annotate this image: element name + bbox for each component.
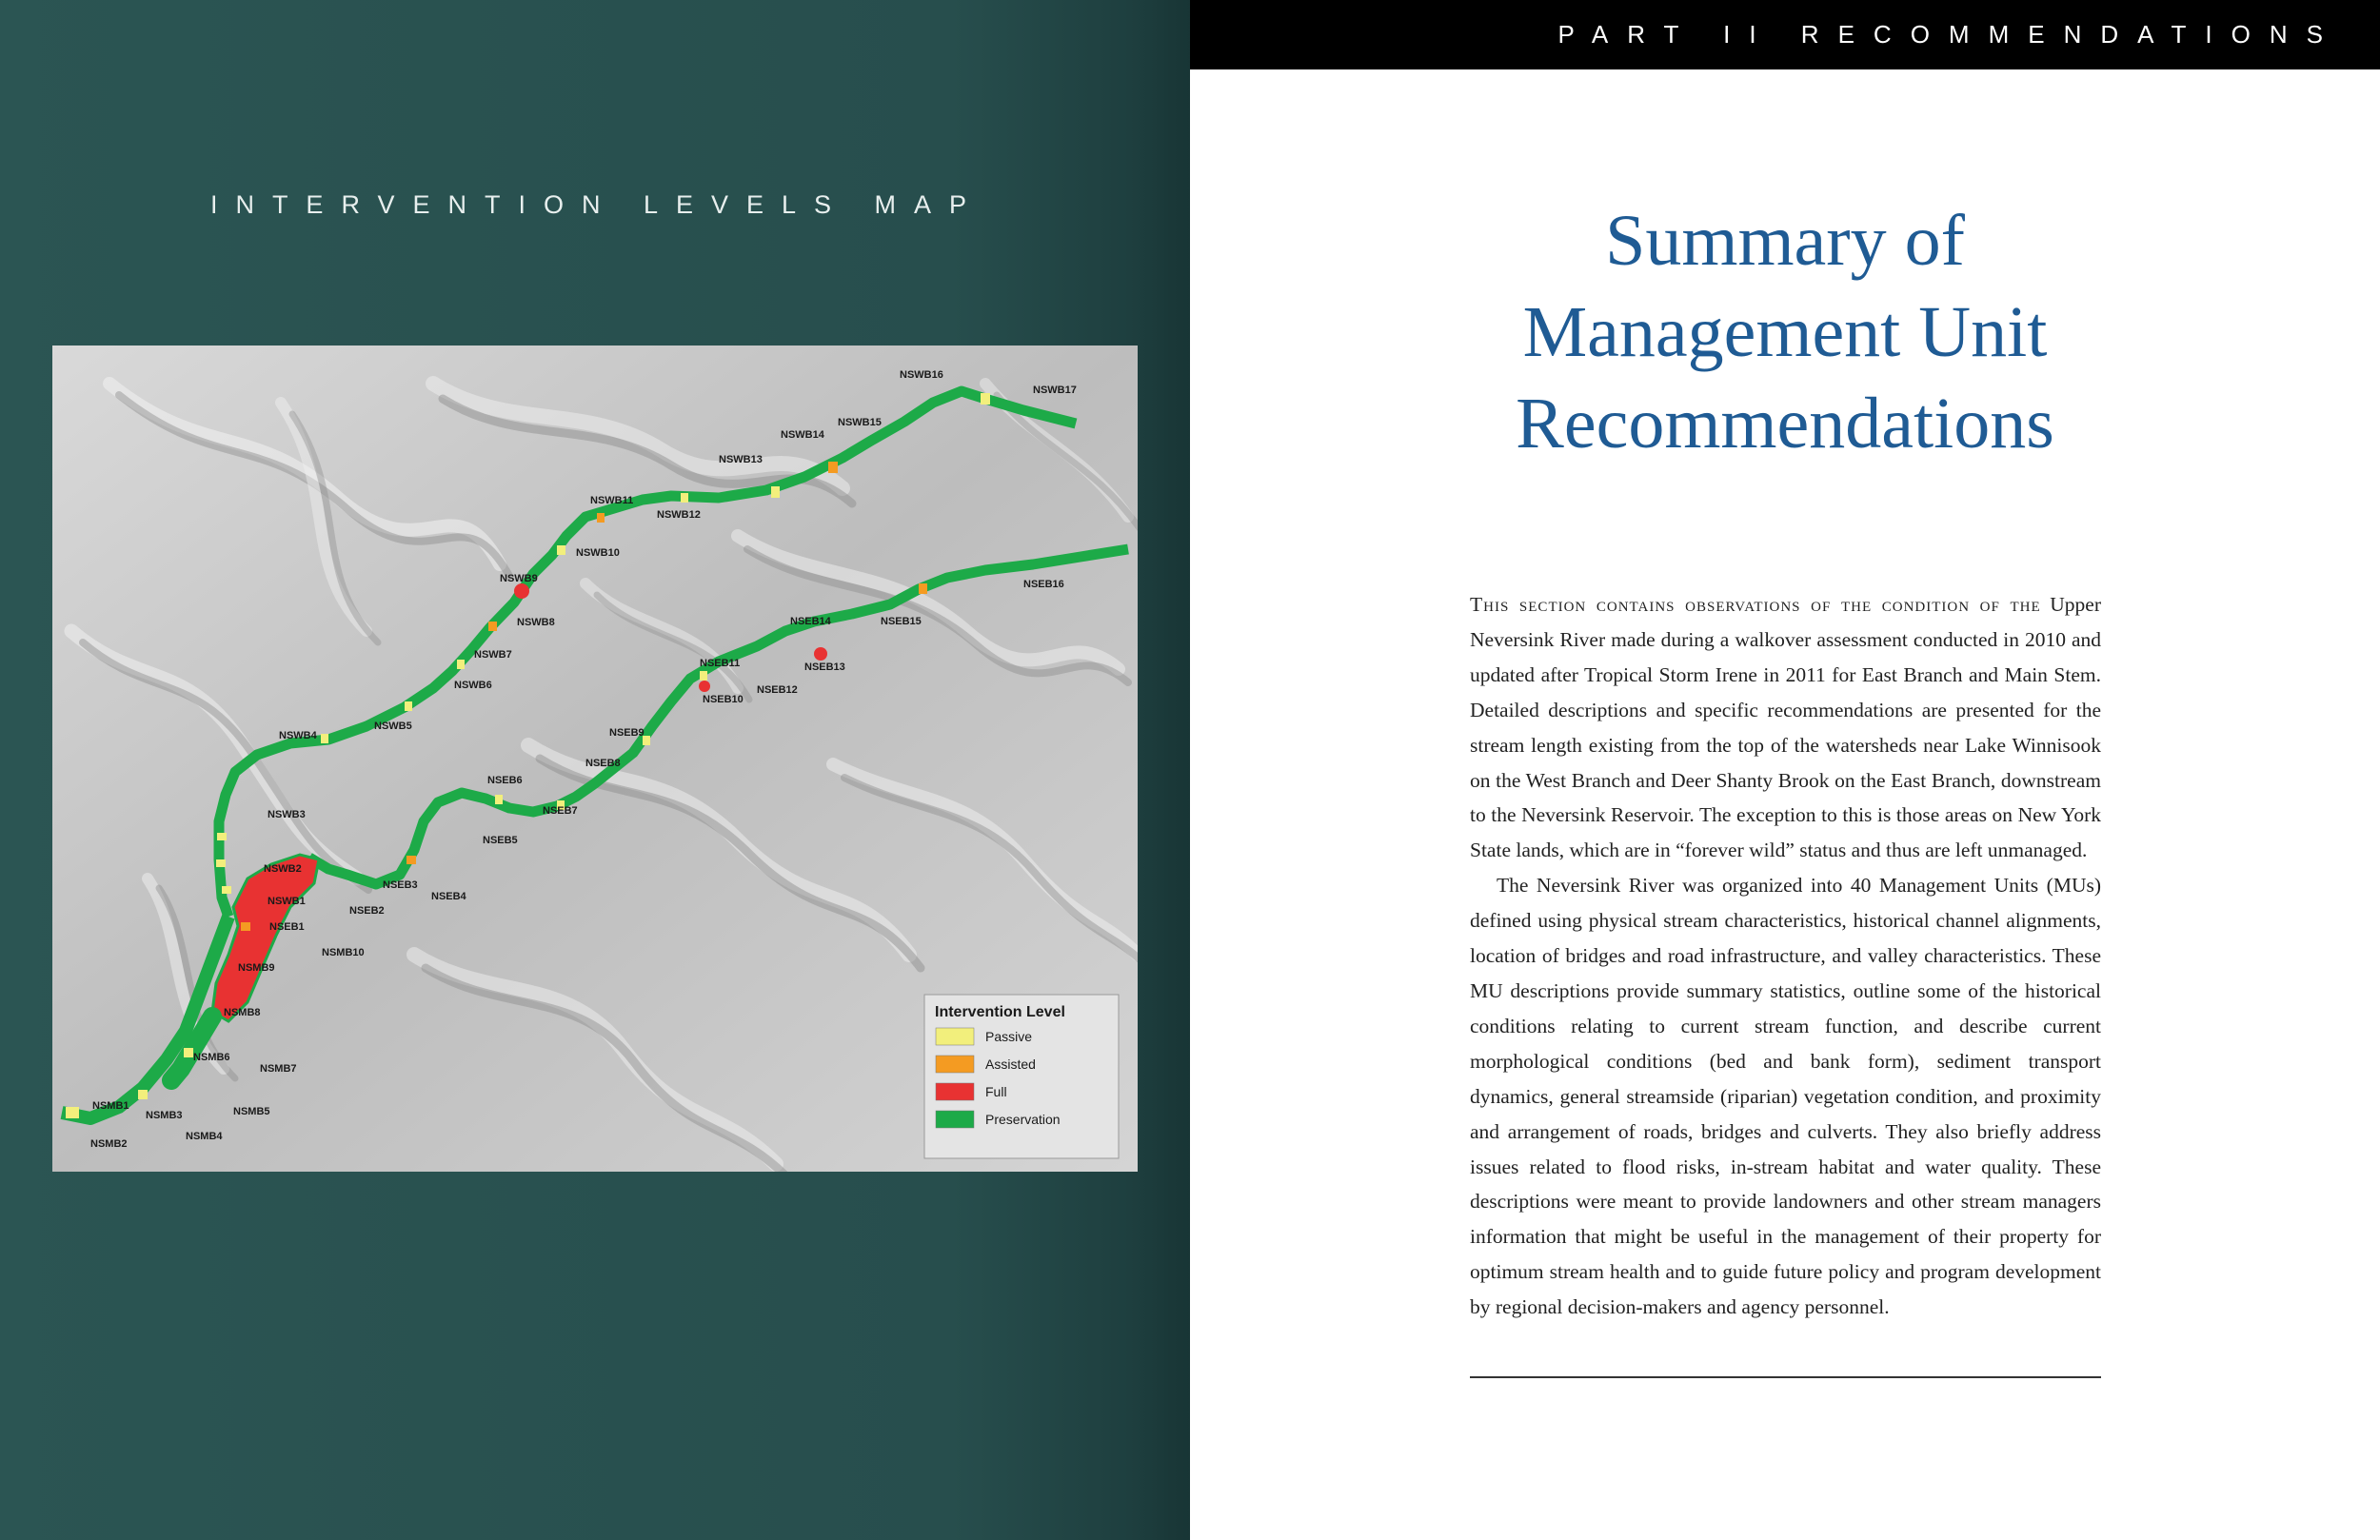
unit-label: NSMB7 — [260, 1063, 297, 1075]
title-line: Summary of — [1605, 201, 1965, 281]
unit-label: NSWB11 — [590, 495, 634, 506]
body-paragraph: The Neversink River was organized into 40 Management Units (MUs) defined using physical stream characteristics, historical channel alignments, location of bridges and road infrastructure, and valley characteristics. These MU descriptions provide summary statistics, outline some of the historical conditions relating to current stream function, and describe current morphological conditions (bed and bank form), sediment transport dynamics, general streamside (riparian) vegetation condition, and proximity and arrangement of roads, bridges and culverts. They also briefly address issues related to flood risks, in-stream habitat and water quality. These descriptions were meant to provide landowners and other stream managers information that might be useful in the management of their property for optimum stream health and to guide future policy and program development by regional decision-makers and agency personnel. — [1470, 874, 2101, 1319]
map-title: INTERVENTION LEVELS MAP — [209, 190, 985, 219]
intervention-levels-map — [52, 346, 1138, 1172]
unit-label: NSWB6 — [454, 680, 492, 691]
unit-label: NSWB15 — [838, 417, 882, 428]
unit-label: NSEB2 — [349, 905, 385, 917]
legend-swatch-passive — [936, 1028, 974, 1045]
unit-label: NSWB3 — [268, 809, 306, 820]
unit-label: NSWB9 — [500, 573, 538, 584]
unit-label: NSEB6 — [487, 775, 523, 786]
unit-label: NSEB13 — [804, 661, 845, 673]
legend-label-full: Full — [985, 1084, 1007, 1099]
unit-label: NSEB14 — [790, 616, 831, 627]
page-title — [1190, 195, 2380, 469]
unit-label: NSMB9 — [238, 962, 275, 974]
running-head: PART II RECOMMENDATIONS — [1557, 20, 2342, 49]
legend-label-preservation: Preservation — [985, 1112, 1061, 1127]
title-line: Recommendations — [1516, 384, 2054, 464]
unit-label: NSEB9 — [609, 727, 645, 739]
unit-label: NSEB16 — [1023, 579, 1064, 590]
body-paragraph — [1470, 587, 2101, 868]
unit-label: NSWB2 — [264, 863, 302, 875]
map-legend — [924, 995, 1119, 1158]
legend-title: Intervention Level — [935, 1004, 1065, 1020]
unit-label: NSWB14 — [781, 429, 824, 441]
unit-label: NSEB10 — [703, 694, 744, 705]
unit-label: NSWB8 — [517, 617, 555, 628]
unit-label: NSEB1 — [269, 921, 305, 933]
unit-label: NSWB13 — [719, 454, 763, 465]
unit-label: NSEB4 — [431, 891, 466, 902]
unit-label: NSMB6 — [193, 1052, 230, 1063]
running-head-bar — [1190, 0, 2380, 69]
unit-label: NSWB1 — [268, 896, 306, 907]
legend-label-assisted: Assisted — [985, 1056, 1036, 1072]
legend-swatch-full — [936, 1083, 974, 1100]
paragraph-text: Upper Neversink River made during a walkover assessment conducted in 2010 and updated after Tropical Storm Irene in 2011 for East Branch and Main Stem. Detailed descriptions and specific recommendations are presented for the stream length existing from the top of the watersheds near Lake Winnisook on the West Branch and Deer Shanty Brook on the East Branch, downstream to the Neversink Reservoir. The exception to this is those areas on New York State lands, which are in “forever wild” status and thus are left unmanaged. — [1470, 593, 2101, 862]
legend-label-passive: Passive — [985, 1029, 1033, 1044]
unit-label: NSWB10 — [576, 547, 620, 559]
unit-label: NSMB8 — [224, 1007, 261, 1018]
legend-swatch-assisted — [936, 1056, 974, 1073]
unit-label: NSWB12 — [657, 509, 701, 521]
unit-label: NSMB2 — [90, 1138, 128, 1150]
unit-label: NSEB11 — [700, 658, 741, 669]
unit-label: NSEB15 — [881, 616, 922, 627]
unit-label: NSMB10 — [322, 947, 365, 958]
section-rule — [1470, 1376, 2101, 1378]
legend-swatch-preservation — [936, 1111, 974, 1128]
unit-label: NSMB5 — [233, 1106, 270, 1117]
title-line: Management Unit — [1522, 292, 2048, 372]
unit-label: NSEB12 — [757, 684, 798, 696]
right-page — [1190, 0, 2380, 1540]
unit-label: NSWB17 — [1033, 385, 1077, 396]
unit-label: NSEB5 — [483, 835, 518, 846]
unit-label: NSMB3 — [146, 1110, 183, 1121]
unit-label: NSWB5 — [374, 721, 412, 732]
unit-label: NSWB4 — [279, 730, 317, 741]
unit-label: NSWB16 — [900, 369, 943, 381]
unit-label: NSMB4 — [186, 1131, 223, 1142]
unit-label: NSEB7 — [543, 805, 578, 817]
unit-label: NSMB1 — [92, 1100, 129, 1112]
unit-label: NSWB7 — [474, 649, 512, 661]
unit-label: NSEB3 — [383, 879, 418, 891]
unit-label: NSEB8 — [585, 758, 621, 769]
paragraph-lead-in: This section contains observations of the condition of the — [1470, 593, 2041, 616]
body-text — [1470, 587, 2101, 1325]
